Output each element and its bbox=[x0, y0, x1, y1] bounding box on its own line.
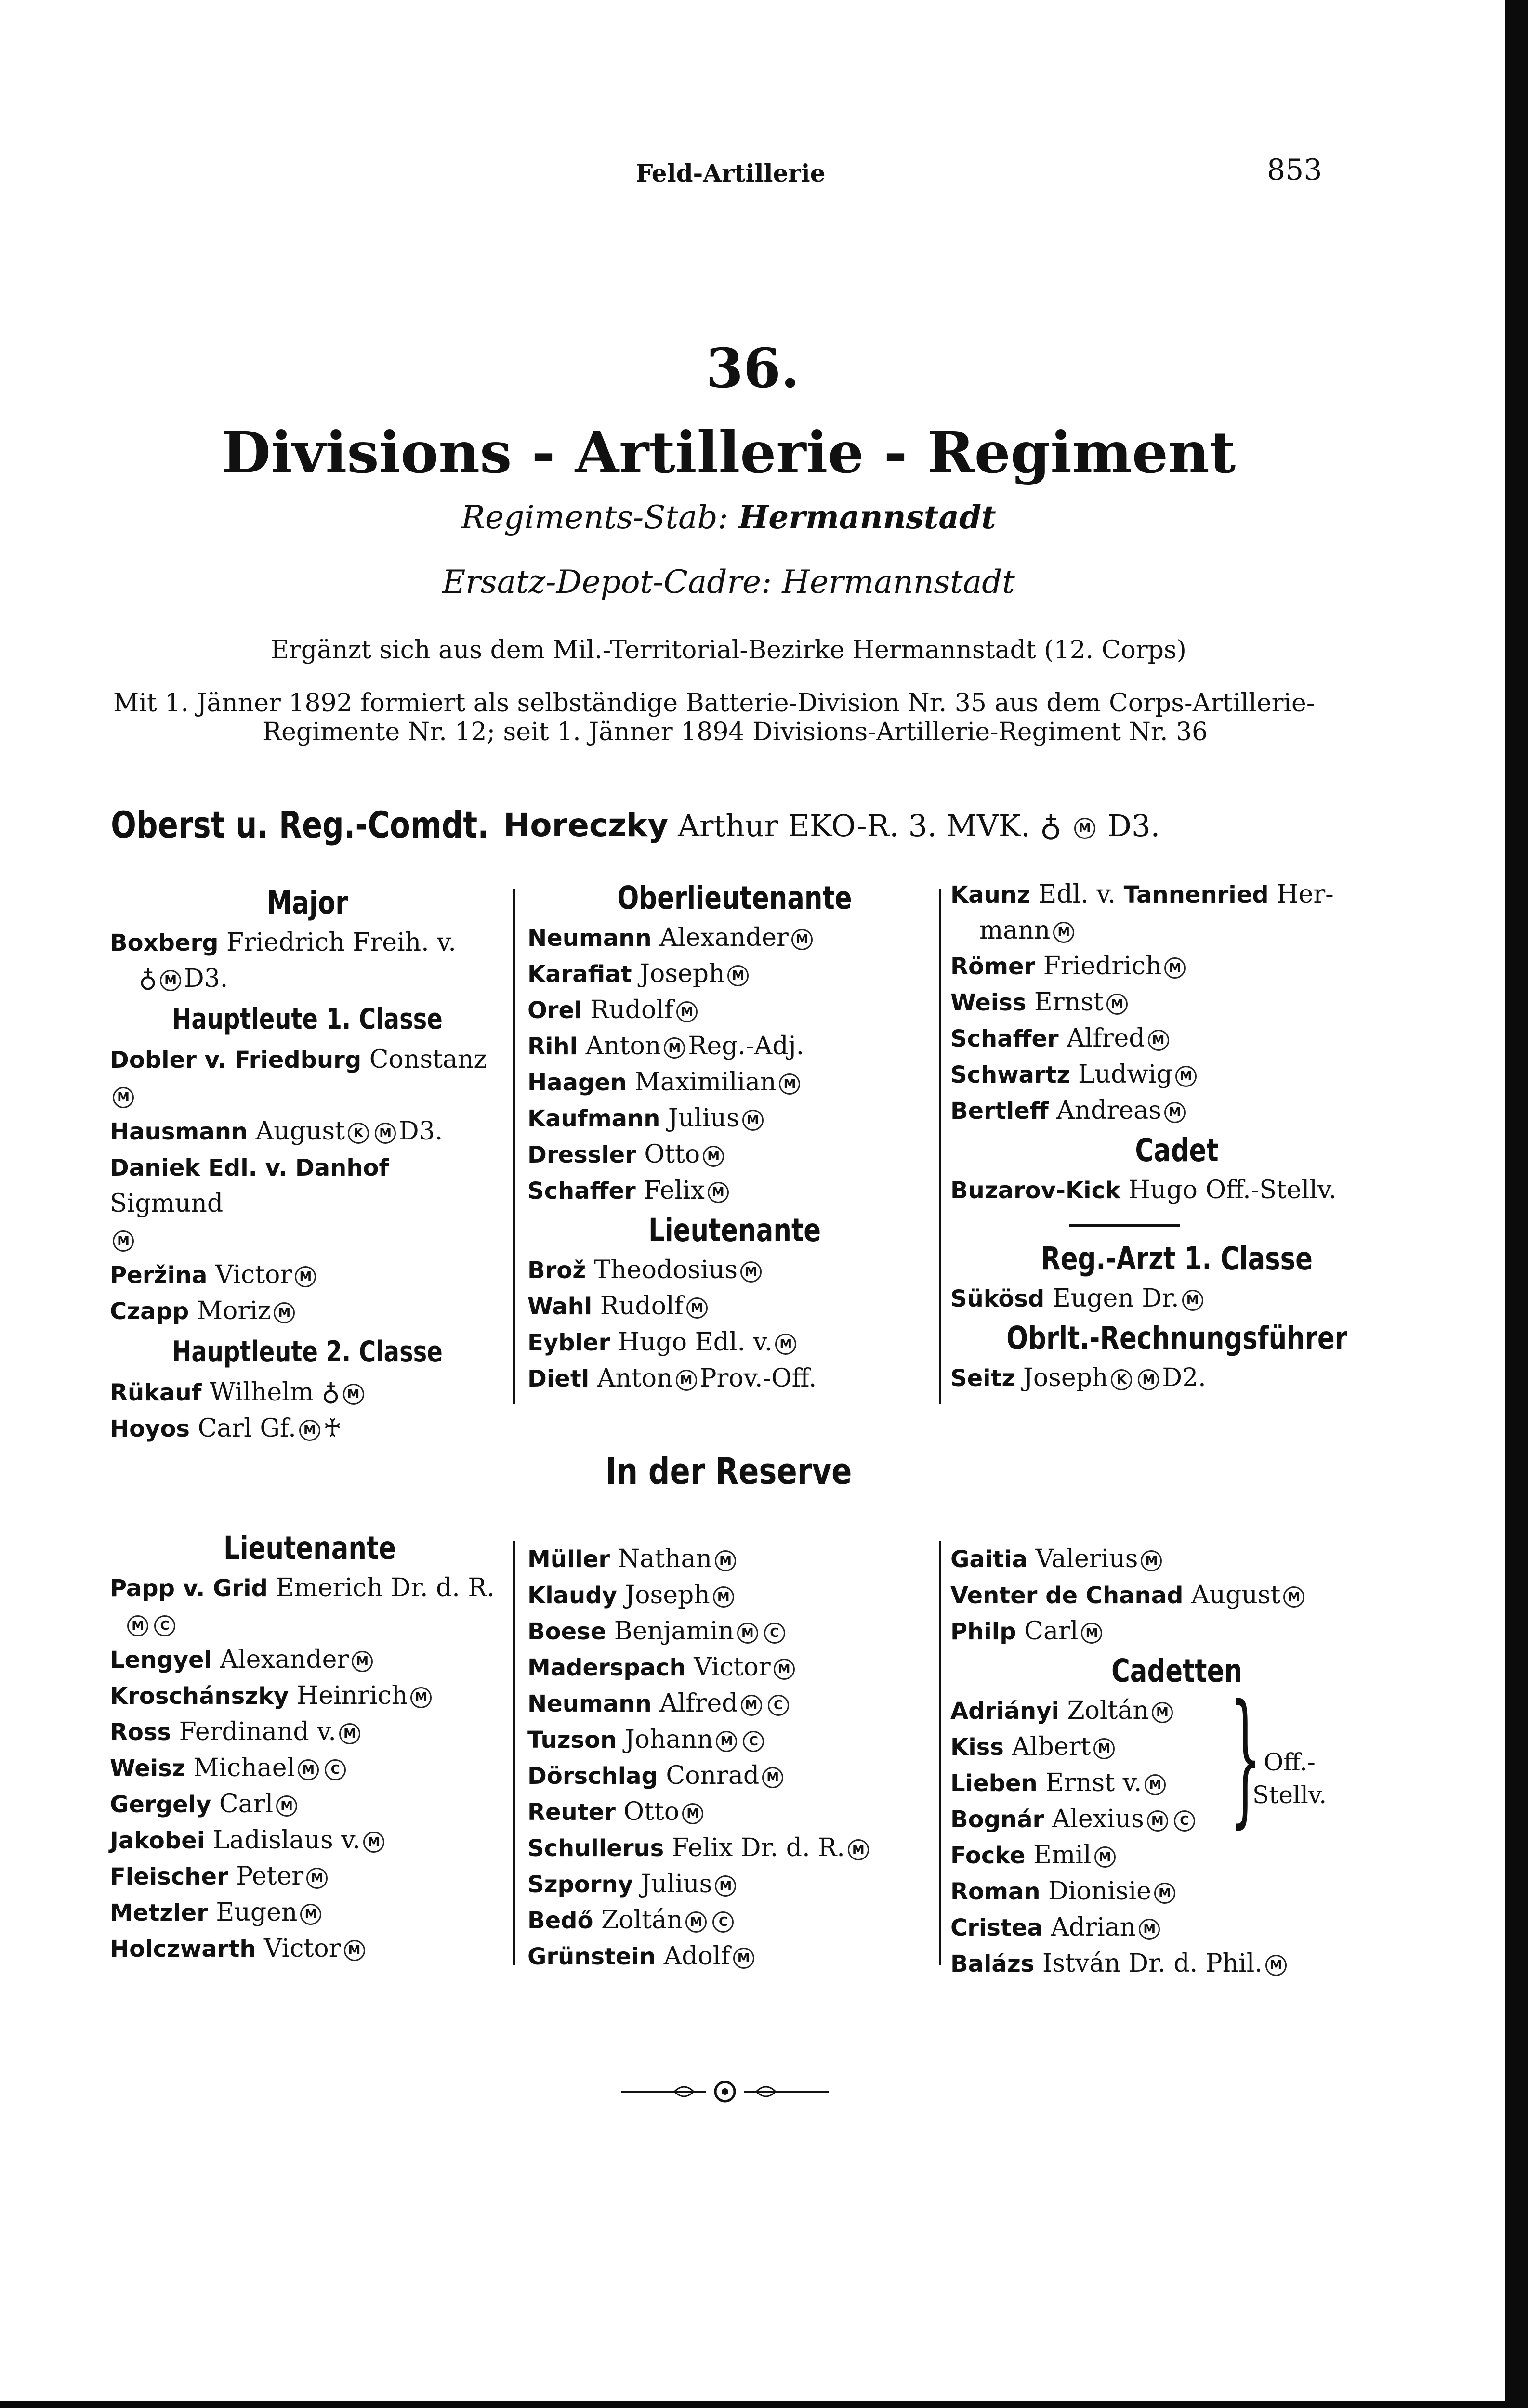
list-item: Schaffer Felix M bbox=[527, 1173, 942, 1209]
c-badge-icon: C bbox=[325, 1759, 346, 1780]
depot-cadre: Ersatz-Depot-Cadre: Hermannstadt bbox=[442, 563, 1015, 601]
list-item: Kaunz Edl. v. Tannenried Her- bbox=[950, 880, 1334, 909]
list-item: Szporny Julius M bbox=[527, 1866, 942, 1902]
cadetten-heading: Cadetten bbox=[1111, 1652, 1242, 1689]
list-item: Balázs István Dr. d. Phil. M bbox=[950, 1946, 1403, 1982]
list-item-cont: ♁ M D3. bbox=[139, 964, 228, 993]
list-item-cont bbox=[110, 1606, 510, 1642]
page-number: 853 bbox=[1267, 153, 1322, 187]
m-badge-icon: M bbox=[1175, 1066, 1197, 1087]
c-badge-icon: C bbox=[768, 1695, 789, 1716]
m-badge-icon: M bbox=[737, 1623, 758, 1644]
oberst-label: Oberst u. Reg.-Comdt. bbox=[111, 803, 489, 846]
list-item: Reuter Otto M bbox=[527, 1794, 942, 1830]
m-badge-icon: M bbox=[779, 1073, 800, 1095]
column-3 bbox=[950, 877, 1403, 1396]
list-item: Wahl Rudolf M bbox=[527, 1288, 942, 1324]
list-item: Cristea Adrian M bbox=[950, 1910, 1403, 1946]
history-line-2: Regimente Nr. 12; seit 1. Jänner 1894 Divisions-Artillerie-Regiment Nr. 36 bbox=[263, 718, 1208, 746]
m-badge-icon: M bbox=[1164, 1102, 1186, 1123]
stab-label: Regiments-Stab: bbox=[461, 499, 728, 536]
m-badge-icon: M bbox=[339, 1723, 360, 1744]
m-badge-icon: M bbox=[708, 1182, 729, 1203]
list-item: Gergely Carl M bbox=[110, 1786, 510, 1822]
list-item: Lengyel Alexander M bbox=[110, 1642, 510, 1678]
list-item: Dobler v. Friedburg ConstanzM bbox=[110, 1042, 505, 1113]
cross-icon: ♰ bbox=[323, 1414, 342, 1443]
list-item: Schwartz Ludwig M bbox=[950, 1057, 1403, 1093]
m-badge-icon: M bbox=[1094, 1846, 1116, 1868]
m-badge-icon: M bbox=[715, 1550, 736, 1571]
m-badge-icon: M bbox=[1138, 1369, 1159, 1390]
list-item: Weiss Ernst M bbox=[950, 984, 1403, 1021]
m-badge-icon: M bbox=[1148, 1030, 1169, 1051]
m-badge-icon: M bbox=[713, 1586, 734, 1608]
m-badge-icon: M bbox=[1164, 957, 1186, 979]
list-item: Dressler Otto M bbox=[527, 1137, 942, 1173]
list-item: Boxberg Friedrich Freih. v. bbox=[110, 928, 456, 957]
reserve-title: In der Reserve bbox=[605, 1450, 852, 1492]
list-item: Ross Ferdinand v. M bbox=[110, 1714, 510, 1750]
lieutenante-heading: Lieutenante bbox=[648, 1212, 821, 1249]
list-item: Hoyos Carl Gf. M ♰ bbox=[110, 1414, 342, 1443]
list-item: Haagen Maximilian M bbox=[527, 1064, 942, 1100]
m-badge-icon: M bbox=[664, 1037, 685, 1059]
list-item: Papp v. Grid Emerich Dr. d. R. bbox=[110, 1573, 495, 1602]
c-badge-icon: C bbox=[712, 1911, 734, 1933]
c-badge-icon: C bbox=[764, 1623, 785, 1644]
m-badge-icon: M bbox=[1182, 1290, 1203, 1311]
m-badge-icon: M bbox=[274, 1302, 295, 1323]
list-item: Sükösd Eugen Dr. M bbox=[950, 1281, 1403, 1317]
m-badge-icon: M bbox=[1152, 1702, 1173, 1723]
m-badge-icon: M bbox=[848, 1839, 869, 1860]
m-badge-icon: M bbox=[344, 1940, 365, 1961]
column-2 bbox=[527, 877, 942, 1397]
list-item: Neumann Alexander M bbox=[527, 920, 942, 956]
m-badge-icon: M bbox=[375, 1123, 396, 1144]
list-item: Rükauf Wilhelm ♁ M bbox=[110, 1374, 505, 1411]
m-badge-icon: M bbox=[1147, 1810, 1168, 1832]
history-line-1: Mit 1. Jänner 1892 formiert als selbständige Batterie-Division Nr. 35 aus dem Corps-Artillerie- bbox=[113, 689, 1315, 718]
list-item: Hausmann August K M D3. bbox=[110, 1117, 443, 1146]
scan-edge-right bbox=[1505, 0, 1528, 2408]
m-badge-icon: M bbox=[791, 929, 813, 950]
m-badge-icon: M bbox=[727, 965, 749, 986]
m-badge-icon: M bbox=[1154, 1883, 1175, 1904]
m-badge-icon: M bbox=[1074, 818, 1095, 839]
m-badge-icon: M bbox=[352, 1651, 373, 1672]
hauptleute-1-heading: Hauptleute 1. Classe bbox=[172, 1002, 443, 1036]
list-item: Neumann Alfred M C bbox=[527, 1686, 942, 1722]
list-item: Klaudy Joseph M bbox=[527, 1577, 942, 1613]
column-divider bbox=[513, 889, 515, 1404]
list-item: Karafiat Joseph M bbox=[527, 956, 942, 992]
m-badge-icon: M bbox=[1265, 1955, 1287, 1976]
list-item: Müller Nathan M bbox=[527, 1541, 942, 1577]
order-icon: ♁ bbox=[321, 1378, 340, 1407]
list-item: Weisz Michael M C bbox=[110, 1750, 510, 1786]
cadet-heading: Cadet bbox=[1135, 1132, 1219, 1169]
hauptleute-2-heading: Hauptleute 2. Classe bbox=[172, 1335, 443, 1369]
list-item: Jakobei Ladislaus v. M bbox=[110, 1822, 510, 1858]
m-badge-icon: M bbox=[306, 1868, 328, 1889]
m-badge-icon: M bbox=[682, 1803, 703, 1824]
m-badge-icon: M bbox=[1081, 1623, 1102, 1644]
major-heading: Major bbox=[266, 884, 348, 921]
list-item: Gaitia Valerius M bbox=[950, 1541, 1403, 1577]
m-badge-icon: M bbox=[1141, 1550, 1162, 1571]
list-item: Schaffer Alfred M bbox=[950, 1021, 1403, 1057]
list-item: Boese Benjamin M C bbox=[527, 1613, 942, 1649]
m-badge-icon: M bbox=[703, 1146, 724, 1167]
m-badge-icon: M bbox=[113, 1087, 134, 1108]
c-badge-icon: C bbox=[154, 1615, 175, 1636]
list-item-cont: mann M bbox=[950, 913, 1403, 948]
oberlieutenante-heading: Oberlieutenante bbox=[617, 879, 852, 916]
list-item: Buzarov-Kick Hugo Off.-Stellv. bbox=[950, 1176, 1337, 1204]
list-item: Kaufmann Julius M bbox=[527, 1100, 942, 1137]
list-item: Eybler Hugo Edl. v. M bbox=[527, 1324, 942, 1361]
column-divider bbox=[939, 889, 941, 1404]
list-item: Philp Carl M bbox=[950, 1613, 1403, 1649]
reg-arzt-heading: Reg.-Arzt 1. Classe bbox=[1041, 1240, 1313, 1277]
column-divider bbox=[513, 1541, 515, 1965]
list-item: Kroschánszky Heinrich M bbox=[110, 1678, 510, 1714]
scan-edge-bottom bbox=[0, 2401, 1528, 2408]
c-badge-icon: C bbox=[1174, 1810, 1195, 1832]
m-badge-icon: M bbox=[298, 1759, 319, 1780]
list-item: Seitz Joseph K M D2. bbox=[950, 1363, 1206, 1392]
m-badge-icon: M bbox=[410, 1687, 432, 1708]
m-badge-icon: M bbox=[160, 970, 181, 991]
list-item: Grünstein Adolf M bbox=[527, 1938, 942, 1975]
regiment-title: Divisions - Artillerie - Regiment bbox=[221, 419, 1236, 486]
c-badge-icon: C bbox=[743, 1731, 764, 1752]
ornament-icon bbox=[621, 2080, 829, 2104]
m-badge-icon: M bbox=[343, 1384, 364, 1405]
oberst-entry bbox=[503, 807, 1160, 844]
m-badge-icon: M bbox=[276, 1795, 297, 1817]
list-item: Bertleff Andreas M bbox=[950, 1093, 1403, 1129]
bracket-note bbox=[1252, 1746, 1327, 1811]
m-badge-icon: M bbox=[686, 1297, 708, 1319]
column-divider bbox=[939, 1541, 941, 1965]
oberst-suffix: D3. bbox=[1107, 808, 1160, 843]
m-badge-icon: M bbox=[741, 1695, 762, 1716]
rechnungsfuehrer-heading: Obrlt.-Rechnungsführer bbox=[1006, 1320, 1347, 1357]
list-item: Bognár Alexius M C bbox=[950, 1801, 1403, 1837]
list-item: Venter de Chanad August M bbox=[950, 1577, 1403, 1613]
reserve-column-2 bbox=[527, 1541, 942, 1975]
history-note bbox=[113, 689, 1346, 746]
k-badge-icon: K bbox=[1111, 1369, 1132, 1390]
list-item: Daniek Edl. v. Danhof Sigmund bbox=[110, 1154, 389, 1218]
bracket-note-line-2: Stellv. bbox=[1252, 1781, 1327, 1809]
m-badge-icon: M bbox=[300, 1904, 321, 1925]
m-badge-icon: M bbox=[762, 1767, 783, 1788]
m-badge-icon: M bbox=[295, 1266, 316, 1287]
m-badge-icon: M bbox=[742, 1110, 764, 1131]
m-badge-icon: M bbox=[1106, 994, 1128, 1015]
oberst-name: Horeczky bbox=[503, 807, 669, 844]
bracket-note-line-1: Off.- bbox=[1264, 1748, 1316, 1776]
stab-place: Hermannstadt bbox=[738, 498, 996, 536]
regiment-number: 36. bbox=[706, 337, 800, 400]
list-item: Bedő Zoltán M C bbox=[527, 1902, 942, 1938]
list-item: Brož Theodosius M bbox=[527, 1252, 942, 1288]
m-badge-icon: M bbox=[774, 1659, 795, 1680]
cadetten-bracket-icon: } bbox=[1229, 1674, 1262, 1842]
m-badge-icon: M bbox=[676, 1370, 697, 1391]
k-badge-icon: K bbox=[348, 1123, 369, 1144]
list-item: Schullerus Felix Dr. d. R. M bbox=[527, 1830, 942, 1866]
m-badge-icon: M bbox=[676, 1001, 698, 1022]
list-item: Metzler Eugen M bbox=[110, 1895, 510, 1931]
m-badge-icon: M bbox=[1053, 922, 1074, 943]
list-item: Holczwarth Victor M bbox=[110, 1931, 510, 1967]
list-item: Peržina Victor M bbox=[110, 1257, 505, 1293]
list-item: Roman Dionisie M bbox=[950, 1873, 1403, 1910]
m-badge-icon: M bbox=[299, 1420, 320, 1441]
m-badge-icon: M bbox=[1139, 1919, 1160, 1940]
m-badge-icon: M bbox=[716, 1731, 737, 1752]
list-item: Römer Friedrich M bbox=[950, 948, 1403, 984]
m-badge-icon: M bbox=[1093, 1738, 1115, 1759]
reserve-column-3 bbox=[950, 1541, 1403, 1982]
list-item: Lieben Ernst v. M bbox=[950, 1765, 1403, 1801]
list-item: Czapp Moriz M bbox=[110, 1293, 505, 1329]
list-item: Dörschlag Conrad M bbox=[527, 1758, 942, 1794]
order-icon: ♁ bbox=[1040, 808, 1062, 843]
list-item: Focke Emil M bbox=[950, 1837, 1403, 1873]
list-item: Adriányi Zoltán M bbox=[950, 1693, 1403, 1729]
oberst-rest: Arthur EKO-R. 3. MVK. bbox=[678, 808, 1030, 843]
running-title: Feld-Artillerie bbox=[636, 159, 826, 187]
m-badge-icon: M bbox=[775, 1334, 796, 1355]
list-item: Orel Rudolf M bbox=[527, 992, 942, 1028]
list-item: Kiss Albert M bbox=[950, 1729, 1403, 1765]
list-item: Fleischer Peter M bbox=[110, 1858, 510, 1895]
m-badge-icon: M bbox=[715, 1875, 736, 1897]
m-badge-icon: M bbox=[113, 1230, 134, 1252]
m-badge-icon: M bbox=[740, 1261, 762, 1283]
list-item: Rihl Anton M Reg.-Adj. bbox=[527, 1032, 804, 1060]
column-1 bbox=[110, 881, 505, 1447]
reserve-column-1 bbox=[110, 1527, 510, 1967]
section-rule bbox=[1069, 1224, 1180, 1227]
m-badge-icon: M bbox=[733, 1948, 754, 1969]
m-badge-icon: M bbox=[1145, 1774, 1166, 1795]
list-item-cont bbox=[110, 1221, 505, 1257]
list-item: Maderspach Victor M bbox=[527, 1649, 942, 1686]
m-badge-icon: M bbox=[1283, 1586, 1304, 1608]
list-item: Dietl Anton M Prov.-Off. bbox=[527, 1364, 817, 1393]
list-item: Tuzson Johann M C bbox=[527, 1722, 942, 1758]
regiments-stab bbox=[0, 498, 1457, 536]
reserve-lieutenante-heading: Lieutenante bbox=[223, 1530, 396, 1567]
ergaenzungsbezirk: Ergänzt sich aus dem Mil.-Territorial-Bezirke Hermannstadt (12. Corps) bbox=[271, 636, 1186, 665]
m-badge-icon: M bbox=[685, 1911, 707, 1933]
m-badge-icon: M bbox=[127, 1615, 148, 1636]
order-icon: ♁ bbox=[139, 964, 158, 993]
m-badge-icon: M bbox=[363, 1832, 384, 1853]
